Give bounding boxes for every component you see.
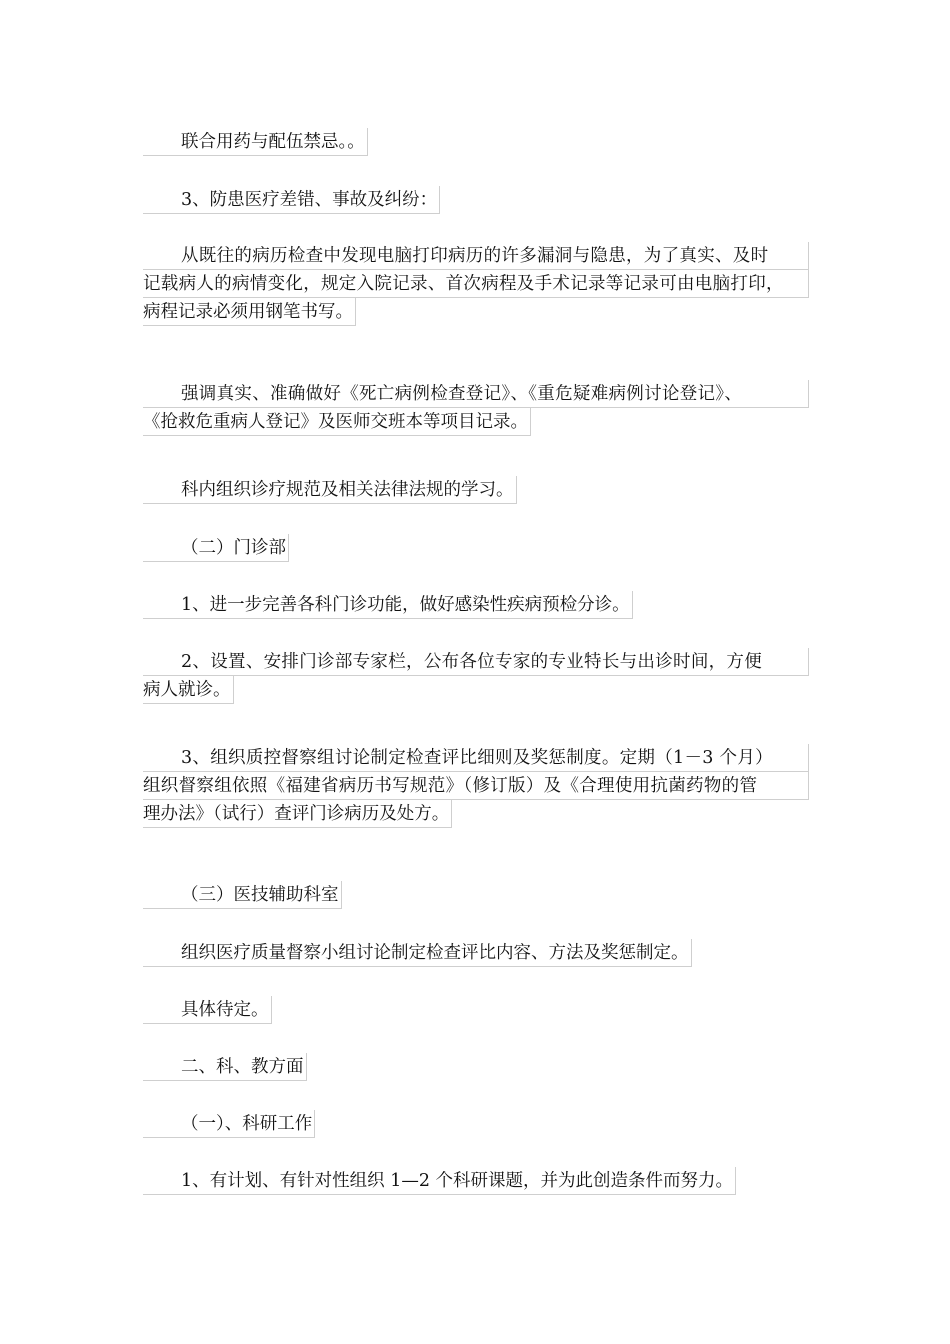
text-line: 1、进一步完善各科门诊功能，做好感染性疾病预检分诊。 <box>143 591 633 619</box>
paragraph <box>143 1053 809 1081</box>
text-line: 记载病人的病情变化，规定入院记录、首次病程及手术记录等记录可由电脑打印， <box>143 270 809 298</box>
paragraph <box>143 380 809 436</box>
text-line: 3、组织质控督察组讨论制定检查评比细则及奖惩制度。定期（1－3 个月） <box>143 744 809 772</box>
text-line: 科内组织诊疗规范及相关法律法规的学习。 <box>143 476 517 504</box>
paragraph <box>143 881 809 909</box>
paragraph <box>143 1110 809 1138</box>
paragraph <box>143 534 809 562</box>
paragraph <box>143 242 809 326</box>
text-line: 2、设置、安排门诊部专家栏，公布各位专家的专业特长与出诊时间，方便 <box>143 648 809 676</box>
text-line: （三）医技辅助科室 <box>143 881 342 909</box>
paragraph <box>143 744 809 828</box>
text-line: 组织医疗质量督察小组讨论制定检查评比内容、方法及奖惩制定。 <box>143 939 692 967</box>
text-line: （二）门诊部 <box>143 534 289 562</box>
paragraph <box>143 476 809 504</box>
text-line: （一）、科研工作 <box>143 1110 315 1138</box>
text-line: 《抢救危重病人登记》及医师交班本等项目记录。 <box>143 408 531 436</box>
text-line: 强调真实、准确做好《死亡病例检查登记》、《重危疑难病例讨论登记》、 <box>143 380 809 408</box>
text-line: 病人就诊。 <box>143 676 234 704</box>
text-line: 具体待定。 <box>143 996 272 1024</box>
text-line: 二、科、教方面 <box>143 1053 307 1081</box>
text-line: 病程记录必须用钢笔书写。 <box>143 298 356 326</box>
paragraph <box>143 591 809 619</box>
paragraph <box>143 186 809 214</box>
text-line: 1、有计划、有针对性组织 1—2 个科研课题，并为此创造条件而努力。 <box>143 1167 736 1195</box>
paragraph <box>143 996 809 1024</box>
text-line: 从既往的病历检查中发现电脑打印病历的许多漏洞与隐患，为了真实、及时 <box>143 242 809 270</box>
paragraph <box>143 939 809 967</box>
text-line: 联合用药与配伍禁忌。。 <box>143 128 368 156</box>
paragraph <box>143 128 809 156</box>
text-line: 理办法》（试行）查评门诊病历及处方。 <box>143 800 452 828</box>
text-line: 组织督察组依照《福建省病历书写规范》（修订版）及《合理使用抗菌药物的管 <box>143 772 809 800</box>
paragraph <box>143 648 809 704</box>
text-line: 3、防患医疗差错、事故及纠纷： <box>143 186 440 214</box>
paragraph <box>143 1167 809 1195</box>
